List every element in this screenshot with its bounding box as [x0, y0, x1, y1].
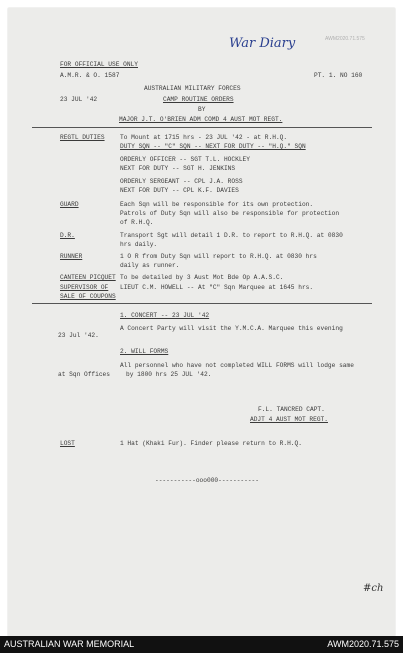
guard-line-2: Patrols of Duty Sqn will also be responsible for protection	[120, 210, 340, 217]
runner-label: RUNNER	[60, 253, 83, 260]
footer-institution: AUSTRALIAN WAR MEMORIAL	[4, 639, 135, 649]
form-number: A.M.R. & O. 1587	[60, 72, 120, 79]
runner-line-2: daily as runner.	[120, 262, 180, 269]
duties-line-6: NEXT FOR DUTY -- CPL K.F. DAVIES	[120, 187, 239, 194]
official-use-label: FOR OFFICIAL USE ONLY	[60, 61, 138, 68]
supervisor-text: LIEUT C.M. HOWELL -- At "C" Sqn Marquee at 1645 hrs.	[120, 284, 314, 291]
signature-title: ADJT 4 AUST MOT REGT.	[250, 416, 328, 423]
concert-text: A Concert Party will visit the Y.M.C.A. Marquee this evening	[120, 325, 343, 332]
dr-line-2: hrs daily.	[120, 241, 158, 248]
canteen-picquet-label: CANTEEN PICQUET	[60, 274, 116, 281]
duties-line-1: To Mount at 1715 hrs - 23 JUL '42 - at R.H.Q.	[120, 134, 288, 141]
by-label: BY	[198, 106, 206, 113]
duties-line-3: ORDERLY OFFICER -- SGT T.L. HOCKLEY	[120, 156, 250, 163]
guard-label: GUARD	[60, 201, 79, 208]
runner-line-1: 1 O R from Duty Sqn will report to R.H.Q. at 0830 hrs	[120, 253, 317, 260]
order-date: 23 JUL '42	[60, 96, 98, 103]
canteen-picquet-text: To be detailed by 3 Aust Mot Bde Op A.A.S.C.	[120, 274, 284, 281]
supervisor-label-2: SALE OF COUPONS	[60, 293, 116, 300]
accession-stamp: AWM2020.71.575	[325, 36, 365, 42]
wills-line-2: by 1800 hrs 25 JUL '42.	[126, 371, 212, 378]
end-line: -----------ooo000-----------	[155, 477, 259, 484]
duties-line-2: DUTY SQN -- "C" SQN -- NEXT FOR DUTY -- "H.Q." SQN	[120, 143, 306, 150]
guard-line-3: of R.H.Q.	[120, 219, 154, 226]
handwritten-war-diary: War Diary	[229, 36, 296, 51]
commanding-officer: MAJOR J.T. O'BRIEN ADM COMD 4 AUST MOT REGT.	[119, 116, 283, 123]
dr-line-1: Transport Sgt will detail 1 D.R. to report to R.H.Q. at 0830	[120, 232, 343, 239]
lost-label: LOST	[60, 440, 75, 447]
signature-name: F.L. TANCRED CAPT.	[258, 406, 325, 413]
duties-line-4: NEXT FOR DUTY -- SGT H. JENKINS	[120, 165, 236, 172]
wills-side-note: at Sqn Offices	[58, 371, 110, 378]
part-number: PT. 1. NO 160	[314, 72, 363, 79]
divider-top	[32, 127, 372, 128]
document-page	[8, 8, 395, 636]
footer-accession: AWM2020.71.575	[327, 639, 399, 649]
lost-text: 1 Hat (Khaki Fur). Finder please return to R.H.Q.	[120, 440, 302, 447]
orders-title: CAMP ROUTINE ORDERS	[163, 96, 234, 103]
wills-heading: 2. WILL FORMS	[120, 348, 169, 355]
concert-heading: 1. CONCERT -- 23 JUL '42	[120, 312, 210, 319]
supervisor-label-1: SUPERVISOR OF	[60, 284, 109, 291]
handwritten-initials: #ch	[363, 583, 384, 594]
wills-line-1: All personnel who have not completed WILL FORMS will lodge same	[120, 362, 354, 369]
divider-middle	[32, 303, 372, 304]
organisation-heading: AUSTRALIAN MILITARY FORCES	[144, 85, 241, 92]
dr-label: D.R.	[60, 232, 75, 239]
regtl-duties-label: REGTL DUTIES	[60, 134, 105, 141]
concert-side-date: 23 Jul '42.	[58, 332, 99, 339]
footer-bar	[0, 636, 403, 653]
guard-line-1: Each Sqn will be responsible for its own protection.	[120, 201, 314, 208]
duties-line-5: ORDERLY SERGEANT -- CPL J.A. ROSS	[120, 178, 243, 185]
